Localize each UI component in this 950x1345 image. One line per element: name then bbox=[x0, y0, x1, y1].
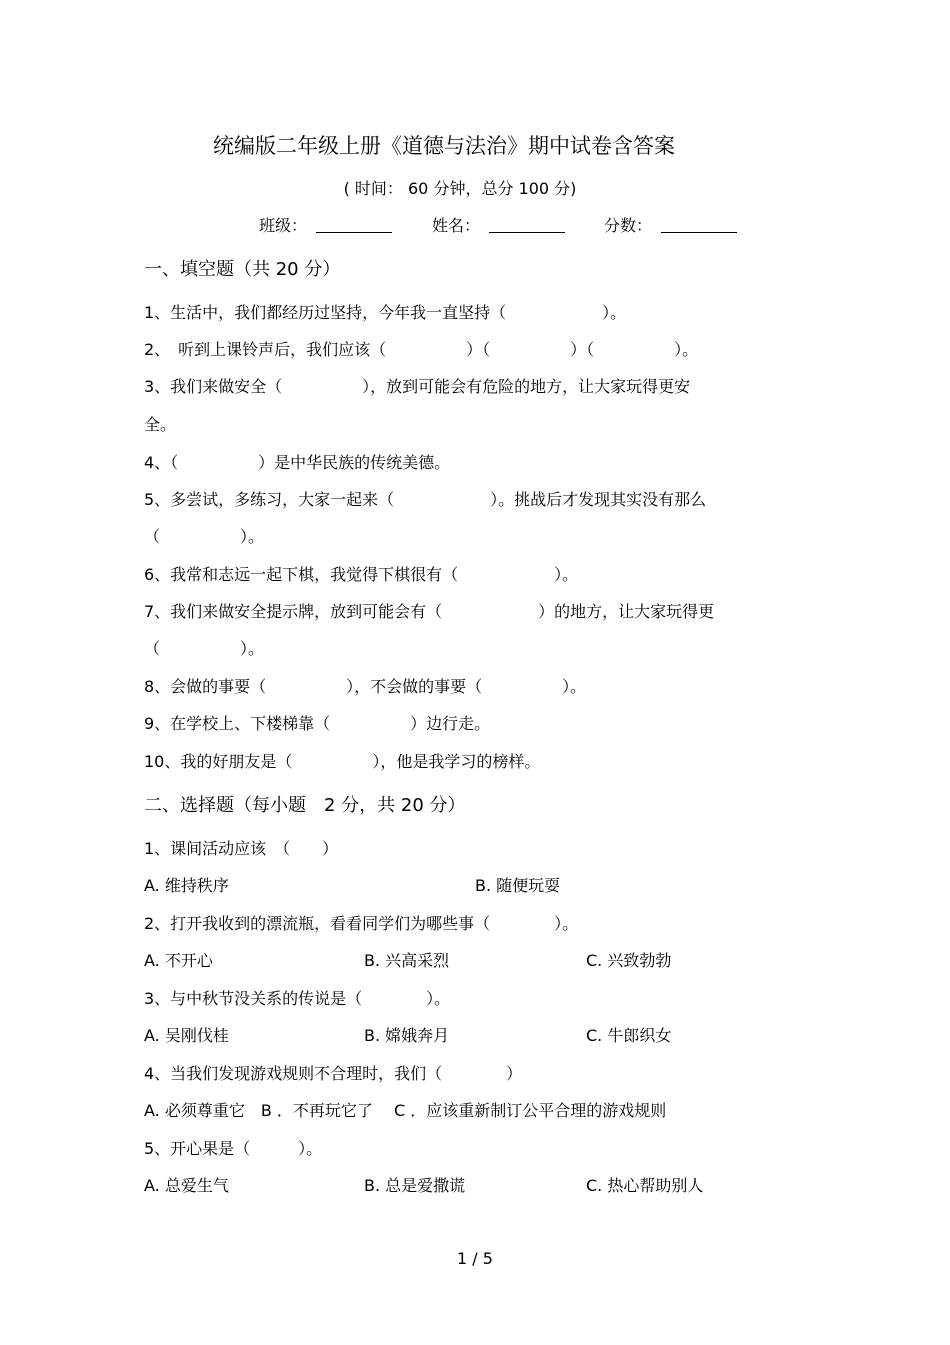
fill-blank-question-5: 5、多尝试，多练习，大家一起来（ ）。挑战后才发现其实没有那么 bbox=[144, 490, 707, 509]
score-label: 分数： bbox=[604, 216, 653, 235]
choice-2-option-b[interactable]: B. 兴高采烈 bbox=[364, 951, 450, 970]
choice-4-options[interactable]: A. 必须尊重它 B ．不再玩它了 C ．应该重新制订公平合理的游戏规则 bbox=[144, 1101, 667, 1120]
choice-question-3: 3、与中秋节没关系的传说是（ ）。 bbox=[144, 989, 451, 1008]
name-blank[interactable] bbox=[489, 232, 565, 233]
choice-5-option-b[interactable]: B. 总是爱撒谎 bbox=[364, 1176, 466, 1195]
choice-5-option-a[interactable]: A. 总爱生气 bbox=[144, 1176, 229, 1195]
choice-2-option-c[interactable]: C. 兴致勃勃 bbox=[586, 951, 672, 970]
choice-1-option-b[interactable]: B. 随便玩耍 bbox=[475, 876, 561, 895]
exam-time-and-score: ( 时间： 60 分钟，总分 100 分) bbox=[343, 179, 577, 198]
fill-blank-question-9: 9、在学校上、下楼梯靠（ ）边行走。 bbox=[144, 714, 491, 733]
fill-blank-question-7-continued: （ ）。 bbox=[144, 639, 265, 658]
choice-3-option-a[interactable]: A. 吴刚伐桂 bbox=[144, 1026, 229, 1045]
choice-1-option-a[interactable]: A. 维持秩序 bbox=[144, 876, 229, 895]
class-label: 班级： bbox=[259, 216, 308, 235]
choice-3-option-c[interactable]: C. 牛郎织女 bbox=[586, 1026, 672, 1045]
name-label: 姓名： bbox=[432, 216, 481, 235]
section-heading-multiple-choice: 二、选择题（每小题 2 分，共 20 分） bbox=[144, 795, 466, 816]
fill-blank-question-7: 7、我们来做安全提示牌，放到可能会有（ ）的地方，让大家玩得更 bbox=[144, 602, 715, 621]
fill-blank-question-1: 1、生活中，我们都经历过坚持，今年我一直坚持（ ）。 bbox=[144, 303, 627, 322]
choice-5-option-c[interactable]: C. 热心帮助别人 bbox=[586, 1176, 704, 1195]
section-heading-fill-blank: 一、填空题（共 20 分） bbox=[144, 259, 341, 280]
fill-blank-question-6: 6、我常和志远一起下棋，我觉得下棋很有（ ）。 bbox=[144, 565, 579, 584]
choice-question-1: 1、课间活动应该 （ ） bbox=[144, 839, 339, 858]
fill-blank-question-10: 10、我的好朋友是（ ），他是我学习的榜样。 bbox=[144, 752, 541, 771]
exam-title: 统编版二年级上册《道德与法治》期中试卷含答案 bbox=[213, 134, 675, 158]
fill-blank-question-3-continued: 全。 bbox=[144, 415, 177, 434]
fill-blank-question-3: 3、我们来做安全（ ），放到可能会有危险的地方，让大家玩得更安 bbox=[144, 377, 691, 396]
page-number: 1 / 5 bbox=[457, 1249, 493, 1268]
choice-question-4: 4、当我们发现游戏规则不合理时，我们（ ） bbox=[144, 1064, 523, 1083]
class-blank[interactable] bbox=[316, 232, 392, 233]
fill-blank-question-2: 2、 听到上课铃声后，我们应该（ ）（ ）（ ）。 bbox=[144, 340, 699, 359]
fill-blank-question-5-continued: （ ）。 bbox=[144, 527, 265, 546]
score-blank[interactable] bbox=[661, 232, 737, 233]
choice-2-option-a[interactable]: A. 不开心 bbox=[144, 951, 213, 970]
fill-blank-question-8: 8、会做的事要（ ），不会做的事要（ ）。 bbox=[144, 677, 587, 696]
fill-blank-question-4: 4、（ ）是中华民族的传统美德。 bbox=[144, 453, 451, 472]
choice-question-5: 5、开心果是（ ）。 bbox=[144, 1139, 323, 1158]
choice-3-option-b[interactable]: B. 嫦娥奔月 bbox=[364, 1026, 450, 1045]
choice-question-2: 2、打开我收到的漂流瓶，看看同学们为哪些事（ ）。 bbox=[144, 914, 579, 933]
